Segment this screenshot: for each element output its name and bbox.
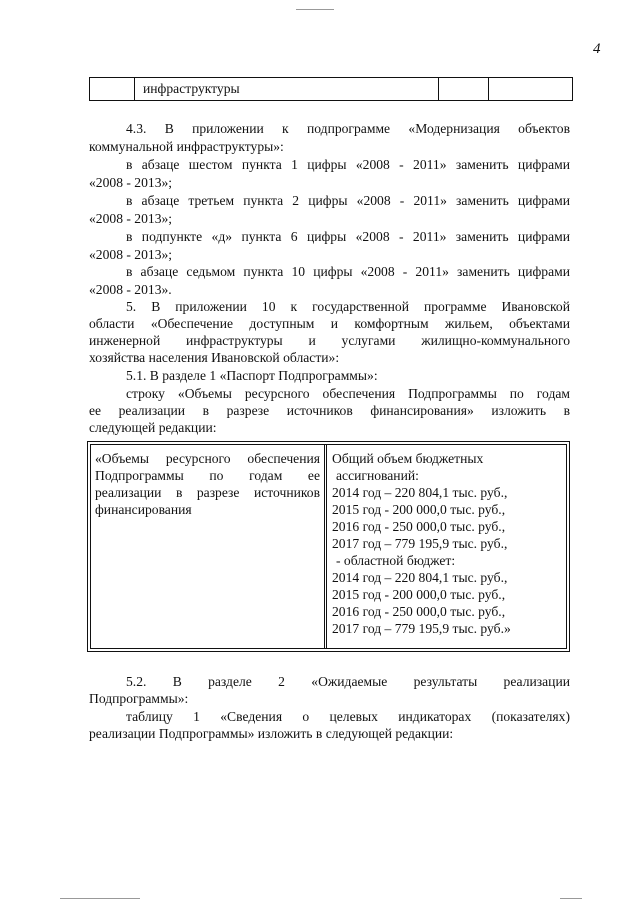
- value-line: 2017 год – 779 195,9 тыс. руб.,: [332, 536, 508, 551]
- table-fragment: [89, 77, 573, 101]
- value-line: 2017 год – 779 195,9 тыс. руб.»: [332, 621, 511, 636]
- scan-artifact: [560, 898, 582, 899]
- value-line: 2016 год - 250 000,0 тыс. руб.,: [332, 519, 506, 534]
- resource-table-value-cell: [332, 450, 511, 637]
- amendment-line: в подпункте «д» пункта 6 цифры «2008 - 2011» заменить цифрами: [126, 229, 570, 244]
- section-5-1-line: следующей редакции:: [89, 420, 217, 435]
- table-divider: [488, 78, 489, 100]
- scan-artifact: [296, 9, 334, 10]
- amendment-line: в абзаце третьем пункта 2 цифры «2008 - 2011» заменить цифрами: [126, 193, 570, 208]
- value-line: 2014 год – 220 804,1 тыс. руб.,: [332, 485, 508, 500]
- table-divider: [134, 78, 135, 100]
- resource-table: [87, 441, 570, 652]
- value-line: 2014 год – 220 804,1 тыс. руб.,: [332, 570, 508, 585]
- table-divider: [438, 78, 439, 100]
- section-5-1-line: ее реализации в разрезе источников финансирования» изложить в: [89, 403, 570, 418]
- section-5-2-line: таблицу 1 «Сведения о целевых индикаторах (показателях): [126, 709, 570, 724]
- section-5-1-heading: 5.1. В разделе 1 «Паспорт Подпрограммы»:: [126, 368, 378, 383]
- label-line: финансирования: [95, 502, 192, 517]
- column-divider: [324, 445, 327, 648]
- table-cell: инфраструктуры: [143, 81, 240, 96]
- label-line: реализации в разрезе источников: [95, 485, 320, 500]
- section-5-line: хозяйства населения Ивановской области»:: [89, 350, 340, 365]
- page-number: 4: [593, 41, 601, 57]
- section-5-line: инженерной инфраструктуры и услугами жилищно-коммунального: [89, 333, 570, 348]
- value-line: 2016 год - 250 000,0 тыс. руб.,: [332, 604, 506, 619]
- amendment-line: в абзаце седьмом пункта 10 цифры «2008 - 2011» заменить цифрами: [126, 264, 570, 279]
- amendment-line: «2008 - 2013»;: [89, 211, 173, 226]
- value-line: Общий объем бюджетных: [332, 451, 484, 466]
- section-5-line: области «Обеспечение доступным и комфортным жильем, объектами: [89, 316, 570, 331]
- section-5-line: 5. В приложении 10 к государственной программе Ивановской: [126, 299, 570, 314]
- section-5-2-line: Подпрограммы»:: [89, 691, 189, 706]
- section-4-3-heading: 4.3. В приложении к подпрограмме «Модернизация объектов: [126, 121, 570, 136]
- label-line: Подпрограммы по годам ее: [95, 468, 320, 483]
- label-line: «Объемы ресурсного обеспечения: [95, 451, 320, 466]
- scan-artifact: [60, 898, 140, 899]
- section-4-3-heading-cont: коммунальной инфраструктуры»:: [89, 139, 284, 154]
- amendment-line: в абзаце шестом пункта 1 цифры «2008 - 2011» заменить цифрами: [126, 157, 570, 172]
- section-5-2-line: реализации Подпрограммы» изложить в следующей редакции:: [89, 726, 454, 741]
- value-line: ассигнований:: [336, 468, 419, 483]
- amendment-line: «2008 - 2013»;: [89, 175, 173, 190]
- section-5-1-line: строку «Объемы ресурсного обеспечения Подпрограммы по годам: [126, 386, 570, 401]
- amendment-line: «2008 - 2013».: [89, 282, 172, 297]
- value-line: 2015 год - 200 000,0 тыс. руб.,: [332, 502, 506, 517]
- section-5-2-line: 5.2. В разделе 2 «Ожидаемые результаты реализации: [126, 674, 570, 689]
- value-line: 2015 год - 200 000,0 тыс. руб.,: [332, 587, 506, 602]
- resource-table-inner: [90, 444, 567, 649]
- resource-table-label-cell: [95, 450, 320, 518]
- amendment-line: «2008 - 2013»;: [89, 247, 173, 262]
- value-line: - областной бюджет:: [336, 553, 456, 568]
